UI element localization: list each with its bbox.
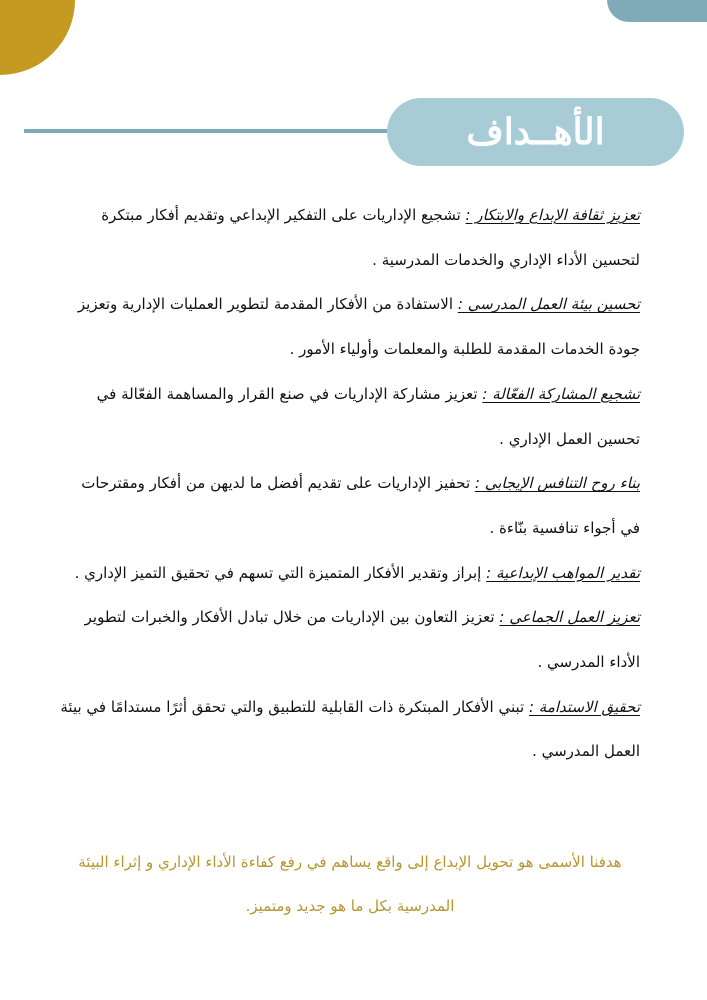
goal-title: تعزيز ثقافة الإبداع والابتكار : [465,206,640,224]
closing-statement: هدفنا الأسمى هو تحويل الإبداع إلى واقع يساهم في رفع كفاءة الأداء الإداري و إثراء البيئة المدرسية بكل ما هو جديد ومتميز. [78,853,622,915]
goal-item [60,193,640,282]
goal-item [60,461,640,550]
goal-title: تشجيع المشاركة الفعّالة : [482,384,640,403]
goal-item [60,685,640,774]
page-title: الأهــداف [466,111,605,153]
goal-item [60,595,640,684]
goal-title: تحقيق الاستدامة : [528,697,640,716]
goal-title: تحسين بيئة العمل المدرسي : [457,295,640,314]
goals-list [60,193,640,774]
header-divider-line [24,129,414,133]
title-banner [387,98,684,166]
goal-text: الاستفادة من الأفكار المقدمة لتطوير العمليات الإدارية وتعزيز جودة الخدمات المقدمة للطلبة والمعلمات وأولياء الأمور . [77,295,640,359]
goal-title: تقدير المواهب الإبداعية : [486,563,640,582]
corner-decoration-circle [0,0,75,75]
corner-decoration-tab [607,0,707,22]
goal-item [60,551,640,596]
goal-text: تبني الأفكار المبتكرة ذات القابلية للتطبيق والتي تحقق أثرًا مستدامًا في بيئة العمل المدرسي . [60,697,640,761]
goal-text: تعزيز مشاركة الإداريات في صنع القرار والمساهمة الفعّالة في تحسين العمل الإداري . [96,384,640,448]
goal-text: تحفيز الإداريات على تقديم أفضل ما لديهن من أفكار ومقترحات في أجواء تنافسية بنّاءة . [81,474,640,537]
goal-text: إبراز وتقدير الأفكار المتميزة التي تسهم في تحقيق التميز الإداري . [74,563,487,582]
goal-item [60,282,640,371]
goal-item [60,372,640,461]
goal-title: بناء روح التنافس الإيجابي : [474,474,640,493]
goal-title: تعزيز العمل الجماعي : [499,608,640,627]
goal-text: تشجيع الإداريات على التفكير الإبداعي وتقديم أفكار مبتكرة لتحسين الأداء الإداري والخدمات المدرسية . [101,206,640,269]
goal-text: تعزيز التعاون بين الإداريات من خلال تبادل الأفكار والخبرات لتطوير الأداء المدرسي . [84,608,640,672]
